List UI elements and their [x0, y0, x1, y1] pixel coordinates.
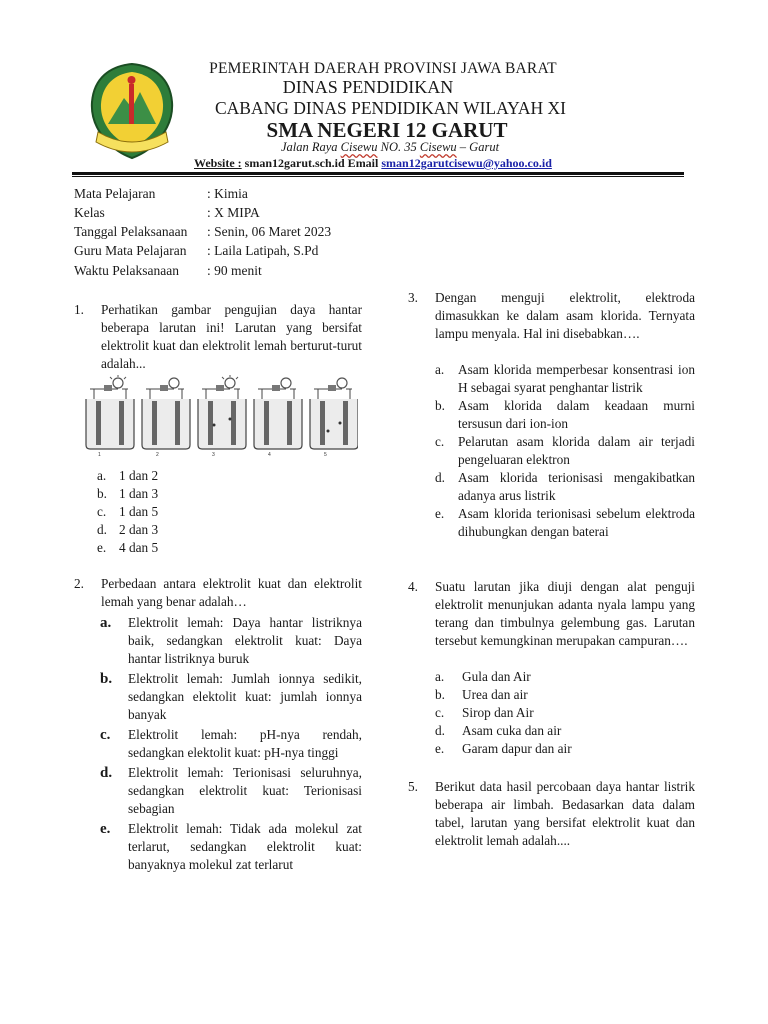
info-value: : X MIPA: [207, 205, 260, 220]
option-d[interactable]: d. Asam klorida terionisasi mengakibatkan adanya arus listrik: [435, 470, 695, 503]
website-label: Website :: [194, 156, 242, 170]
answer-options: [435, 668, 695, 758]
question-number: 1.: [74, 302, 84, 317]
apparatus-1: [86, 375, 134, 449]
option-b[interactable]: b. Asam klorida dalam keadaan murni tersusun dari ion-ion: [435, 398, 695, 431]
government-name: PEMERINTAH DAERAH PROVINSI JAWA BARAT: [209, 60, 557, 77]
question-text: Berikut data hasil percobaan daya hantar listrik beberapa air limbah. Bedasarkan data dalam tabel, larutan yang bersifat elektrolit kuat dan elektrolit lemah adalah....: [435, 779, 695, 848]
question-number: 3.: [408, 290, 418, 305]
apparatus-2: [142, 378, 190, 449]
question-5: [408, 778, 696, 873]
address-road: Cisewu: [340, 140, 378, 154]
answer-options: [100, 614, 362, 874]
info-value: : Laila Latipah, S.Pd: [207, 243, 319, 258]
option-a[interactable]: a. Gula dan Air: [435, 669, 531, 684]
website-value: sman12garut.sch.id Email: [241, 156, 382, 170]
info-value: : Kimia: [207, 186, 248, 201]
question-text: Perbedaan antara elektrolit kuat dan elektrolit lemah yang benar adalah…: [101, 576, 362, 609]
logo-dot: [128, 76, 136, 84]
apparatus-3: [198, 375, 246, 449]
option-e[interactable]: e. Asam klorida terionisasi sebelum elektroda dihubungkan dengan baterai: [435, 506, 695, 539]
question-2: [74, 575, 362, 905]
answer-options: [435, 361, 695, 541]
option-b[interactable]: b. 1 dan 3: [97, 486, 159, 501]
address-place: Cisewu: [419, 140, 457, 154]
question-4: [408, 578, 696, 763]
info-row-duration: [74, 263, 262, 279]
address-suffix: – Garut: [456, 140, 500, 154]
info-label: Kelas: [74, 205, 105, 220]
option-d[interactable]: d. 2 dan 3: [97, 522, 159, 537]
branch-name: CABANG DINAS PENDIDIKAN WILAYAH XI: [215, 98, 566, 118]
province-logo: [88, 62, 176, 162]
option-c[interactable]: c. Elektrolit lemah: pH-nya rendah, sedangkan elektolit kuat: pH-nya tinggi: [100, 727, 362, 760]
option-a[interactable]: a. Asam klorida memperbesar konsentrasi ion H sebagai syarat penghantar listrik: [435, 362, 695, 395]
info-label: Mata Pelajaran: [74, 186, 156, 201]
info-row-subject: [74, 186, 248, 202]
option-c[interactable]: c. 1 dan 5: [97, 504, 159, 519]
option-d[interactable]: d. Asam cuka dan air: [435, 723, 562, 738]
info-row-teacher: [74, 243, 318, 259]
info-value: : 90 menit: [207, 263, 262, 278]
figure-label-3: 3: [212, 452, 215, 457]
email-link[interactable]: sman12garutcisewu@yahoo.co.id: [381, 156, 552, 170]
option-c[interactable]: c. Sirop dan Air: [435, 705, 534, 720]
option-e[interactable]: e. Garam dapur dan air: [435, 741, 572, 756]
figure-label-5: 5: [324, 452, 327, 457]
school-name: SMA NEGERI 12 GARUT: [266, 118, 508, 142]
figure-label-2: 2: [156, 452, 159, 457]
answer-options: [97, 467, 297, 557]
apparatus-5: [310, 378, 358, 449]
question-number: 4.: [408, 579, 418, 594]
option-e[interactable]: e. 4 dan 5: [97, 540, 159, 555]
agency-name: DINAS PENDIDIKAN: [282, 77, 454, 97]
figure-label-4: 4: [268, 452, 271, 457]
apparatus-4: [254, 378, 302, 449]
info-row-class: [74, 205, 260, 221]
option-e[interactable]: e. Elektrolit lemah: Tidak ada molekul zat terlarut, sedangkan elektrolit kuat: banyaknya molekul zat terlarut: [100, 821, 362, 872]
question-1: [74, 301, 362, 571]
question-3: [408, 289, 696, 564]
info-label: Guru Mata Pelajaran: [74, 243, 187, 258]
option-b[interactable]: b. Urea dan air: [435, 687, 528, 702]
info-row-date: [74, 224, 331, 240]
figure-label-1: 1: [98, 452, 101, 457]
electrolyte-test-figure: [78, 375, 358, 457]
option-a[interactable]: a. Elektrolit lemah: Daya hantar listriknya baik, sedangkan elektrolit kuat: Daya hantar listriknya buruk: [100, 615, 362, 666]
option-c[interactable]: c. Pelarutan asam klorida dalam air terjadi pengeluaran elektron: [435, 434, 695, 467]
option-a[interactable]: a. 1 dan 2: [97, 468, 159, 483]
question-number: 2.: [74, 576, 84, 591]
address-prefix: Jalan Raya: [280, 140, 341, 154]
question-text: Perhatikan gambar pengujian daya hantar beberapa larutan ini! Larutan yang bersifat elektrolit kuat dan elektrolit lemah berturut-turut adalah...: [101, 302, 362, 371]
info-label: Waktu Pelaksanaan: [74, 263, 180, 278]
header-rule-thin: [72, 176, 684, 177]
option-d[interactable]: d. Elektrolit lemah: Terionisasi seluruhnya, sedangkan elektrolit kuat: Terionisasi sebagian: [100, 765, 362, 816]
info-value: : Senin, 06 Maret 2023: [207, 224, 332, 239]
header-rule-thick: [72, 172, 684, 175]
contact-line: [194, 156, 584, 171]
question-text: Suatu larutan jika diuji dengan alat penguji elektrolit menunjukan adanta nyala lampu yang terang dan timbulnya gelembung gas. Larutan tersebut kemungkinan merupakan campuran….: [435, 579, 695, 648]
address-mid: NO. 35: [377, 140, 420, 154]
logo-bamboo: [129, 84, 134, 124]
option-b[interactable]: b. Elektrolit lemah: Jumlah ionnya sedikit, sedangkan elektolit kuat: jumlah ionnya banyak: [100, 671, 362, 722]
school-address: [240, 140, 540, 155]
info-label: Tanggal Pelaksanaan: [74, 224, 188, 239]
question-text: Dengan menguji elektrolit, elektroda dimasukkan ke dalam asam klorida. Ternyata lampu menyala. Hal ini disebabkan….: [435, 290, 695, 341]
question-number: 5.: [408, 779, 418, 794]
